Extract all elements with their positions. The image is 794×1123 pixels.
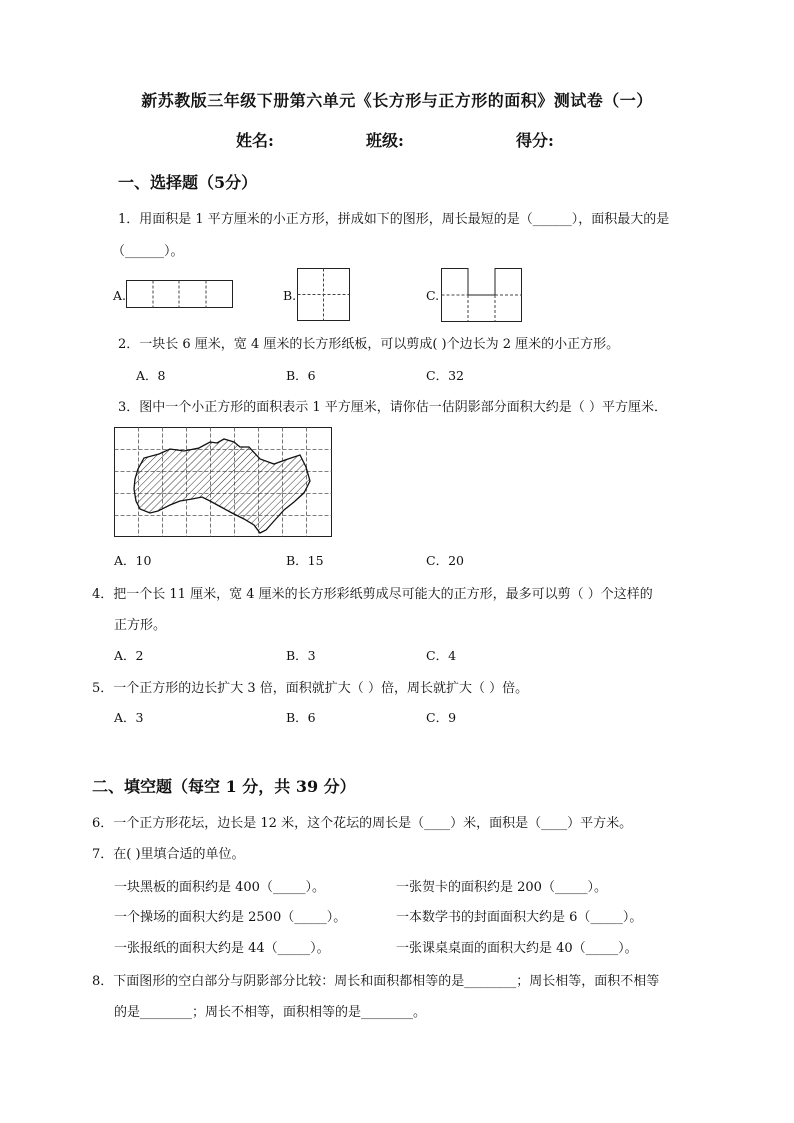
q7-row1-right: 一张贺卡的面积约是 200（_____）。: [396, 880, 607, 895]
question-3: 3．图中一个小正方形的面积表示 1 平方厘米，请你估一估阴影部分面积大约是（ ）平方厘米．: [118, 400, 667, 415]
q5-option-c: C．9: [426, 710, 457, 725]
shaded-area-grid-figure: [114, 427, 334, 539]
figure-b-label: B.: [283, 288, 297, 303]
q7-row2-right: 一本数学书的封面面积大约是 6（_____）。: [396, 910, 643, 925]
question-4-line-1: 4．把一个长 11 厘米，宽 4 厘米的长方形彩纸剪成尽可能大的正方形，最多可以剪（ ）个这样的: [92, 587, 653, 602]
score-label: 得分:: [516, 131, 554, 150]
q7-row3-left: 一张报纸的面积大约是 44（_____）。: [114, 941, 330, 956]
q7-row1-left: 一块黑板的面积约是 400（_____）。: [114, 880, 325, 895]
q4-option-c: C．4: [426, 648, 457, 663]
question-5: 5．一个正方形的边长扩大 3 倍，面积就扩大（ ）倍，周长就扩大（ ）倍。: [92, 681, 529, 696]
question-8-line-2: 的是________；周长不相等，面积相等的是________。: [114, 1005, 427, 1020]
section-heading-fill-in: 二、填空题（每空 1 分，共 39 分）: [92, 777, 356, 796]
q2-option-b: B．6: [286, 368, 316, 383]
figure-b-shape: [297, 268, 352, 323]
q3-option-b: B．15: [286, 553, 324, 568]
name-label: 姓名:: [236, 131, 274, 150]
q7-row3-right: 一张课桌桌面的面积大约是 40（_____）。: [396, 941, 638, 956]
q2-option-a: A．8: [136, 368, 166, 383]
figure-a-shape: [126, 280, 234, 309]
q3-option-a: A．10: [114, 553, 152, 568]
q7-row2-left: 一个操场的面积大约是 2500（_____）。: [114, 910, 347, 925]
page-title: 新苏教版三年级下册第六单元《长方形与正方形的面积》测试卷（一）: [141, 91, 653, 110]
q5-option-b: B．6: [286, 710, 316, 725]
section-heading-choice: 一、选择题（5分）: [118, 173, 258, 192]
figure-c-shape: [441, 268, 524, 324]
question-6: 6．一个正方形花坛，边长是 12 米，这个花坛的周长是（____）米，面积是（____）平方米。: [92, 816, 633, 831]
class-label: 班级:: [366, 131, 404, 150]
q4-option-b: B．3: [286, 648, 316, 663]
q2-option-c: C．32: [426, 368, 464, 383]
question-2: 2．一块长 6 厘米，宽 4 厘米的长方形纸板，可以剪成( )个边长为 2 厘米的小正方形。: [118, 337, 620, 352]
q4-option-a: A．2: [114, 648, 144, 663]
q3-option-c: C．20: [426, 553, 464, 568]
question-1-line-2: （______）。: [112, 244, 184, 259]
question-1-line-1: 1．用面积是 1 平方厘米的小正方形，拼成如下的图形，周长最短的是（______），面积最大的是: [118, 212, 670, 227]
figure-c-label: C.: [426, 288, 440, 303]
q5-option-a: A．3: [114, 710, 144, 725]
question-8-line-1: 8．下面图形的空白部分与阴影部分比较：周长和面积都相等的是________；周长相等，面积不相等: [92, 974, 660, 989]
question-4-line-2: 正方形。: [114, 618, 167, 633]
question-7-stem: 7．在( )里填合适的单位。: [92, 847, 245, 862]
figure-a-label: A.: [113, 288, 127, 303]
